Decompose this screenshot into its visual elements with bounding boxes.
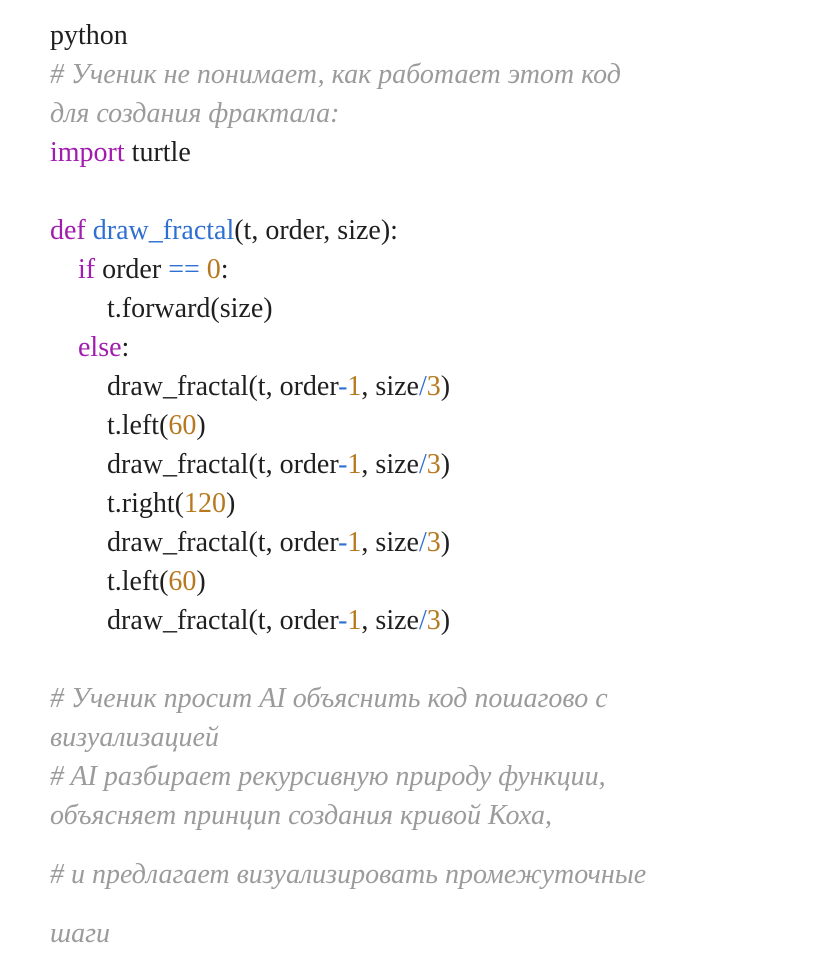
- if-line: [50, 250, 810, 289]
- import-line: [50, 133, 810, 172]
- number: 3: [426, 605, 441, 636]
- comment-line: # Ученик просит AI объяснить код пошагово с: [50, 683, 608, 714]
- comment-line: визуализацией: [50, 722, 219, 753]
- recursive-call-line: [50, 523, 810, 562]
- call-text: ): [440, 371, 451, 402]
- keyword: import: [50, 137, 125, 168]
- comment-line: # Ученик не понимает, как работает этот код: [50, 59, 621, 90]
- call-text: ): [226, 488, 236, 519]
- left-turn-line: [50, 406, 810, 445]
- call-text: t.left(: [107, 566, 169, 597]
- blank-line: [50, 640, 810, 679]
- call-text: , size: [361, 449, 419, 480]
- recursive-call-line: [50, 367, 810, 406]
- recursive-call-line: [50, 601, 810, 640]
- operator: -: [338, 449, 348, 480]
- comment-line: # AI разбирает рекурсивную природу функции,: [50, 761, 606, 792]
- call-text: draw_fractal(t, order: [107, 605, 339, 636]
- module-name: turtle: [124, 137, 191, 168]
- number: 3: [426, 371, 441, 402]
- def-line: [50, 211, 810, 250]
- comment-line: объясняет принцип создания кривой Коха,: [50, 800, 552, 831]
- call-text: ): [196, 566, 206, 597]
- keyword: if: [78, 254, 96, 285]
- number: 3: [426, 449, 441, 480]
- number: 1: [347, 449, 362, 480]
- number: 3: [426, 527, 441, 558]
- forward-line: t.forward(size): [107, 293, 273, 324]
- number: 120: [184, 488, 226, 519]
- call-text: draw_fractal(t, order: [107, 449, 339, 480]
- blank-line: [50, 172, 810, 211]
- call-text: ): [440, 449, 451, 480]
- call-text: draw_fractal(t, order: [107, 371, 339, 402]
- colon: :: [220, 254, 229, 285]
- number: 1: [347, 605, 362, 636]
- number: 60: [168, 566, 197, 597]
- recursive-call-line: [50, 445, 810, 484]
- right-turn-line: [50, 484, 810, 523]
- call-text: , size: [361, 527, 419, 558]
- call-text: ): [440, 527, 451, 558]
- call-text: t.right(: [107, 488, 184, 519]
- call-text: , size: [361, 371, 419, 402]
- number: 60: [168, 410, 197, 441]
- operator: -: [338, 371, 348, 402]
- call-text: draw_fractal(t, order: [107, 527, 339, 558]
- operator: /: [418, 371, 427, 402]
- comment-line: # и предлагает визуализировать промежуточные: [50, 859, 647, 890]
- code-document: [50, 16, 810, 953]
- number: 1: [347, 527, 362, 558]
- params: (t, order, size):: [234, 215, 398, 246]
- variable: order: [95, 254, 169, 285]
- call-text: , size: [361, 605, 419, 636]
- call-text: ): [196, 410, 206, 441]
- comment-line: шаги: [50, 918, 111, 949]
- colon: :: [121, 332, 130, 363]
- keyword: else: [78, 332, 122, 363]
- operator: /: [418, 449, 427, 480]
- function-name: draw_fractal: [92, 215, 235, 246]
- operator: /: [418, 527, 427, 558]
- operator: /: [418, 605, 427, 636]
- operator: ==: [168, 254, 200, 285]
- keyword: def: [50, 215, 86, 246]
- call-text: ): [440, 605, 451, 636]
- call-text: t.left(: [107, 410, 169, 441]
- else-line: [50, 328, 810, 367]
- spacer: [50, 835, 810, 855]
- comment-line: для создания фрактала:: [50, 98, 340, 129]
- number: 0: [206, 254, 221, 285]
- spacer: [50, 894, 810, 914]
- language-label: python: [50, 20, 128, 51]
- number: 1: [347, 371, 362, 402]
- operator: -: [338, 605, 348, 636]
- operator: -: [338, 527, 348, 558]
- left-turn-line: [50, 562, 810, 601]
